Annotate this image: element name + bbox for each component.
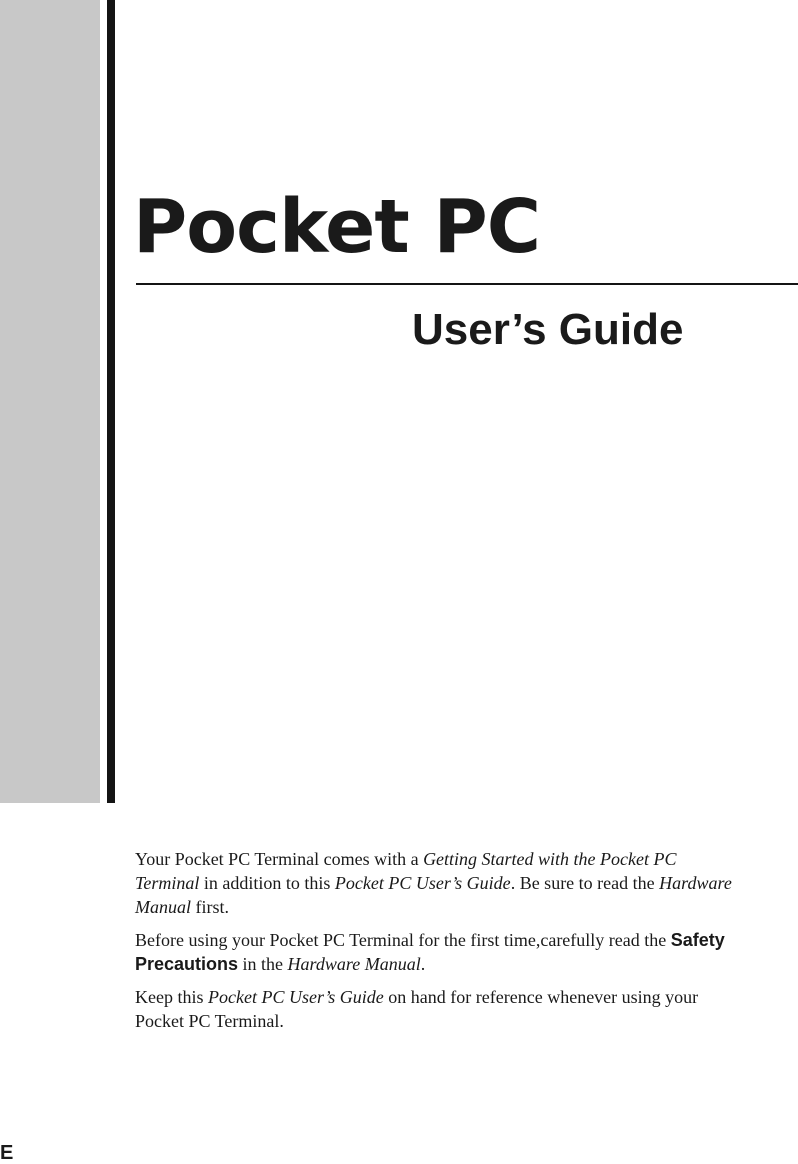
hardware-manual-title: Hardware Manual (135, 873, 732, 917)
safety-precautions-label: Safety Precautions (135, 930, 725, 974)
title-rule (136, 283, 798, 285)
cover-title: Pocket PC (133, 184, 541, 270)
cover-subtitle: User’s Guide (412, 305, 684, 354)
users-guide-title: Pocket PC User’s Guide (334, 873, 511, 893)
language-marker: E (0, 1142, 14, 1164)
hardware-manual-title: Hardware Manual (287, 954, 421, 974)
intro-paragraph-3: Keep this Pocket PC User’s Guide on hand for reference whenever using your Pocket PC Terminal. (135, 987, 699, 1031)
spine-bar (107, 0, 115, 803)
intro-paragraph-1: Your Pocket PC Terminal comes with a Getting Started with the Pocket PC Terminal in addition to this Pocket PC User’s Guide. Be sure to read the Hardware Manual first. (135, 849, 732, 917)
users-guide-title: Pocket PC User’s Guide (207, 987, 384, 1007)
gray-side-band (0, 0, 100, 803)
getting-started-title: Getting Started with the Pocket PC Terminal (135, 849, 677, 893)
intro-text (135, 847, 735, 1042)
intro-paragraph-2: Before using your Pocket PC Terminal for the first time,carefully read the Safety Precautions in the Hardware Manual. (135, 930, 725, 974)
